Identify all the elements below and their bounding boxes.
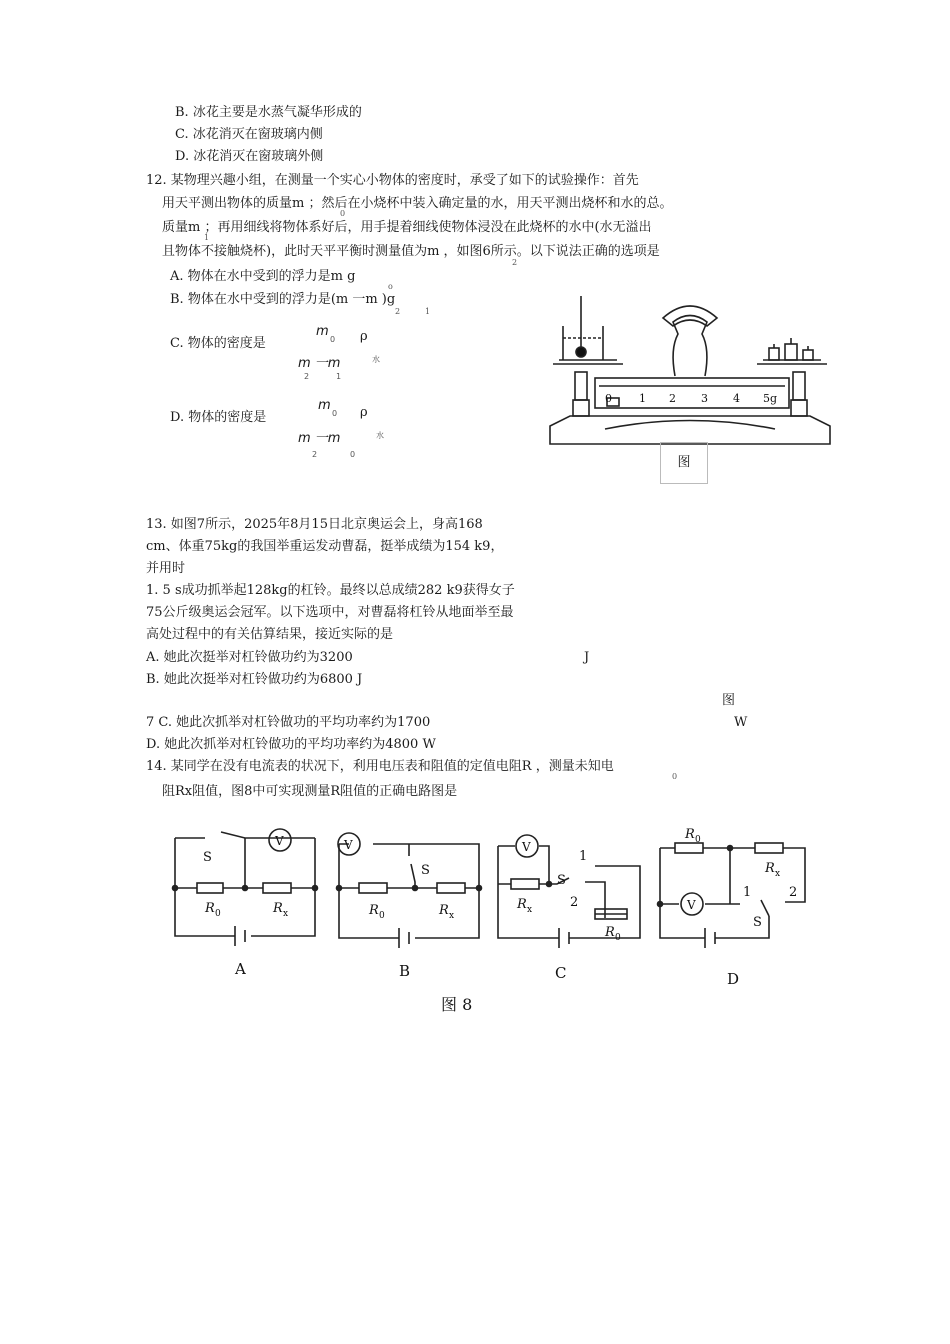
circuit-a-rx-label: R — [273, 901, 283, 916]
circuit-d-r0-label: R — [685, 827, 695, 842]
q12-d-denominator: m 一m — [298, 431, 341, 446]
q13-option-a: A. 她此次挺举对杠铃做功约为3200 — [146, 650, 353, 665]
q11-option-d: D. 冰花消灭在窗玻璃外侧 — [175, 149, 324, 164]
circuit-c-pos2: 2 — [570, 895, 579, 910]
circuit-b-rx-sub: x — [449, 911, 455, 921]
q13-option-a-unit: J — [584, 650, 590, 665]
q11-option-b: B. 冰花主要是水蒸气凝华形成的 — [175, 105, 362, 120]
balance-scale-label: 1 — [639, 392, 646, 405]
circuit-a-voltmeter-label: V — [275, 834, 284, 848]
circuit-c-r0-label: R — [605, 925, 615, 940]
q13-option-d: D. 她此次抓举对杠铃做功的平均功率约为4800 W — [146, 737, 436, 752]
circuit-b-r0-sub: 0 — [379, 911, 385, 921]
q13-option-c: 7 C. 她此次抓举对杠铃做功的平均功率约为1700 — [146, 715, 431, 730]
circuit-d-voltmeter-label: V — [687, 898, 696, 912]
q12-d-num-sub: 0 — [332, 409, 338, 418]
q12-c-denominator: m 一m — [298, 356, 341, 371]
q13-option-c-unit: W — [734, 715, 748, 730]
circuit-d — [658, 843, 806, 948]
circuit-b-switch-label: S — [421, 863, 430, 878]
circuit-d-r0-sub: 0 — [695, 835, 701, 845]
q12-c-rho: ρ — [360, 329, 368, 344]
q11-option-c: C. 冰花消灭在窗玻璃内侧 — [175, 127, 323, 142]
q14-r0-sub: 0 — [672, 772, 678, 781]
circuit-d-rx-label: R — [765, 861, 775, 876]
q12-d-numerator: m — [318, 398, 331, 413]
q14-stem-line1: 14. 某同学在没有电流表的状况下，利用电压表和阻值的定值电阻R ，测量未知电 — [146, 759, 614, 774]
circuit-c — [498, 835, 640, 948]
q13-option-b: B. 她此次挺举对杠铃做功约为6800 J — [146, 672, 363, 687]
circuit-d-caption: D — [727, 970, 740, 988]
q13-stem-line3: 并用时 — [146, 561, 186, 576]
circuit-d-pos1: 1 — [743, 885, 752, 900]
fig8-caption: 图 8 — [441, 995, 473, 1014]
circuit-c-voltmeter-label: V — [522, 840, 531, 854]
circuit-b — [337, 833, 482, 948]
q12-d-rho: ρ — [360, 405, 368, 420]
circuit-c-r0-sub: 0 — [615, 933, 621, 943]
circuit-d-rx-sub: x — [775, 869, 781, 879]
balance-scale-label: 4 — [733, 392, 740, 405]
circuit-a-caption: A — [235, 960, 246, 978]
circuit-b-caption: B — [399, 962, 411, 980]
balance-scale-label: 0 — [605, 392, 612, 405]
circuit-c-rx-sub: x — [527, 905, 533, 915]
circuit-a-r0-sub: 0 — [215, 909, 221, 919]
circuit-d-pos2: 2 — [789, 885, 798, 900]
circuit-b-r0-label: R — [369, 903, 379, 918]
q12-c-num-sub: 0 — [330, 335, 336, 344]
q12-c-den-sub2: 1 — [336, 372, 342, 381]
balance-scale-label: 3 — [701, 392, 708, 405]
q12-stem-line4: 且物体不接触烧杯)，此时天平平衡时测量值为m ，如图6所示。以下说法正确的选项是 — [162, 244, 660, 259]
q12-m1-sub: 1 — [204, 233, 210, 242]
balance-figure — [545, 294, 835, 446]
q12-d-den-sub2: 0 — [350, 450, 356, 459]
q12-c-numerator: m — [316, 324, 329, 339]
circuit-a-rx-sub: x — [283, 909, 289, 919]
circuit-a-switch-label: S — [203, 850, 212, 865]
circuit-c-caption: C — [555, 964, 567, 982]
balance-scale-label: 2 — [669, 392, 676, 405]
circuit-b-rx-label: R — [439, 903, 449, 918]
q13-stem-line5: 75公斤级奥运会冠军。以下选项中，对曹磊将杠铃从地面举至最 — [146, 605, 514, 620]
q12-option-d-label: D. 物体的密度是 — [170, 410, 267, 425]
q13-stem-line2: cm、体重75kg的我国举重运发动曹磊，挺举成绩为154 k9， — [146, 539, 504, 554]
circuit-figure — [165, 826, 815, 1016]
q13-stem-line4: 1. 5 s成功抓举起128kg的杠铃。最终以总成绩282 k9获得女子 — [146, 583, 515, 598]
circuit-d-switch-label: S — [753, 915, 762, 930]
q14-stem-line2: 阻Rx阻值，图8中可实现测量R阻值的正确电路图是 — [162, 784, 458, 799]
circuit-b-voltmeter-label: V — [344, 838, 353, 852]
q12-m0-sub: 0 — [340, 209, 346, 218]
fig6-label: 图 — [660, 442, 708, 484]
q12-d-den-sub1: 2 — [312, 450, 318, 459]
circuit-c-pos1: 1 — [579, 849, 588, 864]
q12-stem-line3: 质量m ；再用细线将物体系好后，用手提着细线使物体浸没在此烧杯的水中(水无溢出 — [162, 220, 652, 235]
q12-option-b: B. 物体在水中受到的浮力是(m 一m )g — [170, 292, 396, 307]
q12-a-sub: o — [388, 282, 393, 291]
q12-option-c-label: C. 物体的密度是 — [170, 336, 266, 351]
circuit-c-switch-label: S — [557, 873, 566, 888]
q12-stem-line1: 12. 某物理兴趣小组，在测量一个实心小物体的密度时，承受了如下的试验操作：首先 — [146, 173, 639, 188]
fig7-label: 图 — [722, 693, 736, 708]
q12-c-water: 水 — [372, 355, 380, 364]
q12-m2-sub: 2 — [512, 258, 518, 267]
q12-stem-line2: 用天平测出物体的质量m ；然后在小烧杯中装入确定量的水，用天平测出烧杯和水的总。 — [162, 196, 673, 211]
q13-stem-line1: 13. 如图7所示，2025年8月15日北京奥运会上，身高168 — [146, 517, 483, 532]
q12-option-a: A. 物体在水中受到的浮力是m g — [170, 269, 356, 284]
circuit-a — [173, 829, 318, 946]
balance-scale-label: 5g — [763, 392, 778, 405]
circuit-a-r0-label: R — [205, 901, 215, 916]
q12-c-den-sub1: 2 — [304, 372, 310, 381]
circuit-c-rx-label: R — [517, 897, 527, 912]
q12-b-sub2: 1 — [425, 307, 431, 316]
q13-stem-line6: 高处过程中的有关估算结果，接近实际的是 — [146, 627, 394, 642]
q12-d-water: 水 — [376, 431, 384, 440]
q12-b-sub1: 2 — [395, 307, 401, 316]
